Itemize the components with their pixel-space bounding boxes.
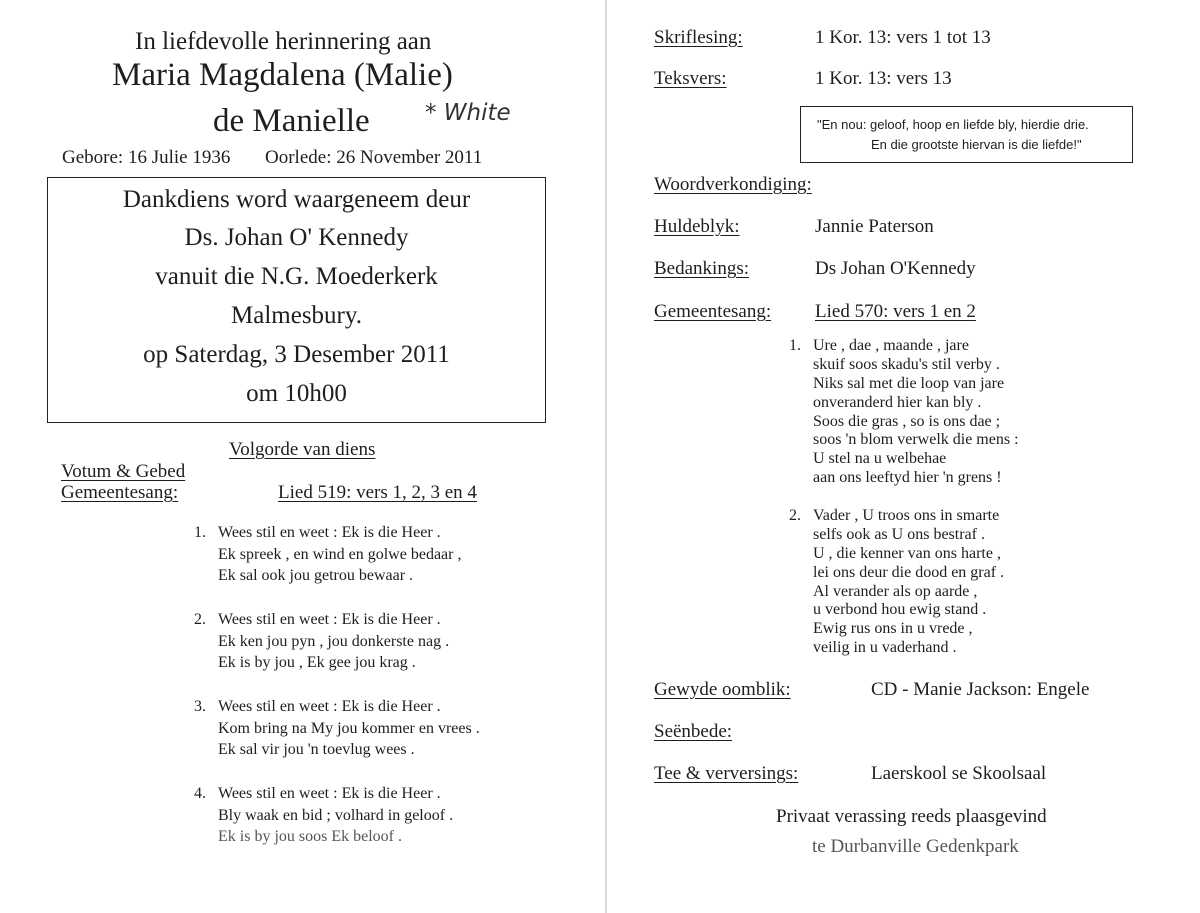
tee-label: Tee & verversings: [654,763,799,784]
verse-line: Bly waak en bid ; volhard in geloof . [218,806,454,824]
scripture-quote-box [800,106,1133,163]
service-line: op Saterdag, 3 Desember 2011 [143,341,450,368]
tee-value: Laerskool se Skoolsaal [871,763,1047,784]
verse-line: Ure , dae , maande , jare [813,337,969,354]
death-date: Oorlede: 26 November 2011 [265,147,483,168]
verse-line: aan ons leeftyd hier 'n grens ! [813,469,1002,487]
seenbede-label: Seënbede: [654,721,733,742]
closing-line: te Durbanville Gedenkpark [812,836,1019,857]
gemeentesang-hymn-right: Lied 570: vers 1 en 2 [815,301,976,322]
verse-line: onveranderd hier kan bly . [813,393,982,411]
service-line: om 10h00 [246,380,347,407]
gewyde-label: Gewyde oomblik: [654,679,791,700]
gewyde-value: CD - Manie Jackson: Engele [871,679,1090,700]
verse-line: U , die kenner van ons harte , [813,544,1001,562]
verse-line: u verbond hou ewig stand . [813,601,987,619]
verse-line: Al verander als op aarde , [813,582,978,600]
closing-line: Privaat verassing reeds plaasgevind [776,806,1047,827]
quote-line: "En nou: geloof, hoop en liefde bly, hierdie drie. [817,117,1089,132]
bedankings-value: Ds Johan O'Kennedy [815,258,976,279]
birth-date: Gebore: 16 Julie 1936 [62,147,231,168]
teksvers-label: Teksvers: [654,68,727,89]
verse-line: soos 'n blom verwelk die mens : [813,431,1019,449]
verse-line: Ek is by jou soos Ek beloof . [218,828,402,846]
gemeentesang-label-left: Gemeentesang: [61,482,179,503]
gemeentesang-hymn-left: Lied 519: vers 1, 2, 3 en 4 [278,482,477,503]
verse-line: skuif soos skadu's stil verby . [813,355,1000,373]
verse-number: 1. [194,524,206,541]
gemeentesang-label-right: Gemeentesang: [654,301,772,322]
verse-line: Ek is by jou , Ek gee jou krag . [218,654,416,672]
order-of-service-title: Volgorde van diens [229,439,376,460]
handwritten-note: * White [425,100,511,126]
verse-line: Soos die gras , so is ons dae ; [813,412,1001,430]
deceased-name-line2: de Manielle [213,103,370,139]
verse-line: Niks sal met die loop van jare [813,374,1005,392]
verse-line: Ek sal ook jou getrou bewaar . [218,567,414,585]
verse-line: Wees stil en weet : Ek is die Heer . [218,785,441,802]
verse-line: Wees stil en weet : Ek is die Heer . [218,698,441,715]
verse-line: lei ons deur die dood en graf . [813,563,1005,581]
woordverkondiging-label: Woordverkondiging: [654,174,812,195]
verse-number: 2. [194,611,206,628]
verse-line: Ewig rus ons in u vrede , [813,620,973,638]
verse-line: selfs ook as U ons bestraf . [813,525,985,543]
verse-line: Ek ken jou pyn , jou donkerste nag . [218,632,450,650]
huldeblyk-label: Huldeblyk: [654,216,740,237]
service-line: Dankdiens word waargeneem deur [122,186,471,213]
huldeblyk-value: Jannie Paterson [815,216,934,237]
verse-line: Ek spreek , en wind en golwe bedaar , [218,545,462,563]
votum-label: Votum & Gebed [61,461,186,482]
intro-text: In liefdevolle herinnering aan [135,28,432,55]
verse-line: Kom bring na My jou kommer en vrees . [218,719,480,737]
verse-line: Wees stil en weet : Ek is die Heer . [218,524,441,541]
verse-line: Vader , U troos ons in smarte [813,507,1000,524]
verse-line: U stel na u welbehae [813,450,947,468]
verse-number: 4. [194,785,206,802]
skriflesing-label: Skriflesing: [654,27,743,48]
service-line: Ds. Johan O' Kennedy [184,224,409,251]
service-line: Malmesbury. [231,302,362,329]
bedankings-label: Bedankings: [654,258,749,279]
verse-number: 2. [789,507,801,524]
verse-number: 3. [194,698,206,715]
page-fold [605,0,607,913]
verse-number: 1. [789,337,801,354]
skriflesing-value: 1 Kor. 13: vers 1 tot 13 [815,27,991,48]
verse-line: Ek sal vir jou 'n toevlug wees . [218,741,415,759]
service-details-box [47,177,546,423]
verse-line: veilig in u vaderhand . [813,639,957,657]
quote-line: En die grootste hiervan is die liefde!" [871,137,1082,152]
deceased-name-line1: Maria Magdalena (Malie) [112,57,453,93]
verse-line: Wees stil en weet : Ek is die Heer . [218,611,441,628]
service-line: vanuit die N.G. Moederkerk [155,263,438,290]
teksvers-value: 1 Kor. 13: vers 13 [815,68,952,89]
